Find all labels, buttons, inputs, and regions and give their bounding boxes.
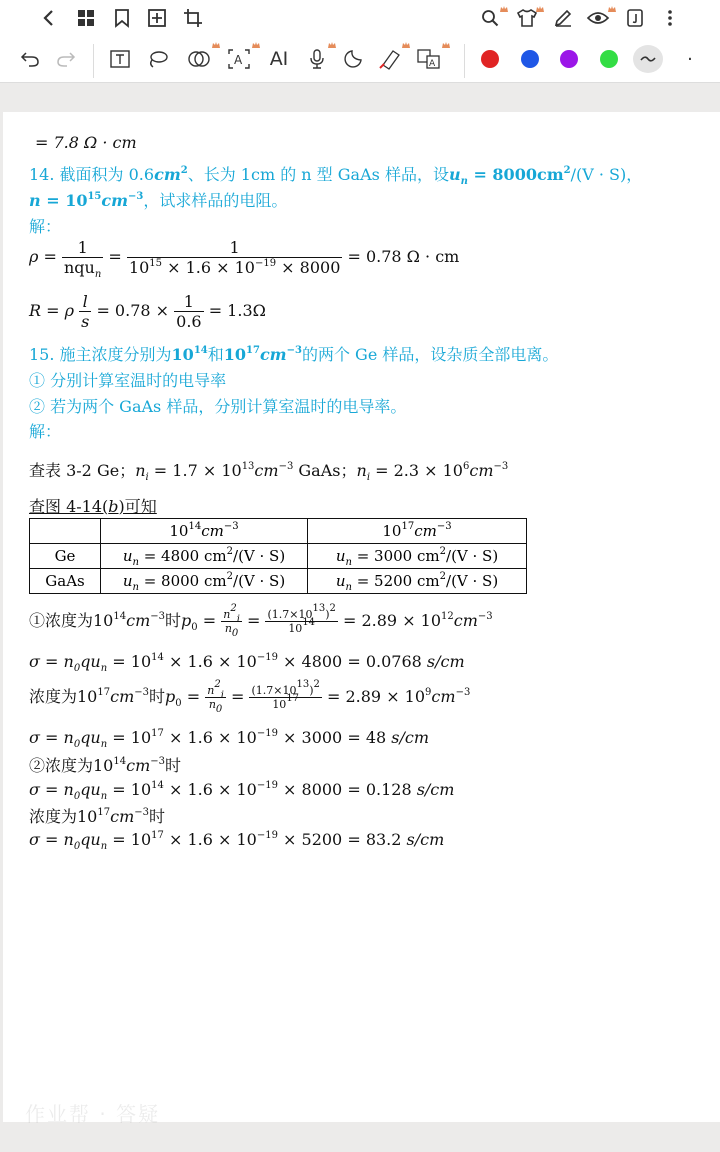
- add-page-icon[interactable]: [147, 8, 167, 28]
- crown-icon: [252, 42, 260, 48]
- ocr-text-icon[interactable]: [227, 48, 251, 70]
- concentration-heading-3: ②浓度为$10^{14}cm^{-3}$时: [29, 756, 182, 775]
- rho-equation: ρ = $\frac{1}{nqu_n}$ = $\frac{1}{10^{15} \times 1.6 \times 10^{-19} \times 8000}$ = 0.78 Ω · cm: [29, 238, 460, 280]
- crown-icon: [500, 6, 508, 12]
- bookmark-icon[interactable]: [112, 8, 132, 28]
- table-cell: Ge: [30, 544, 101, 569]
- lasso-icon[interactable]: [146, 48, 170, 70]
- question-15-item2: ② 若为两个 GaAs 样品，分别计算室温时的电导率。: [29, 397, 407, 416]
- partial-top-line: = 7.8 Ω · cm: [35, 133, 137, 152]
- resistance-equation: R = ρ $\frac{l}{s}$ = 0.78 × $\frac{1}{0.6}$ = 1.3Ω: [29, 292, 266, 331]
- color-swatch-red[interactable]: [481, 50, 499, 68]
- svg-text:A: A: [234, 53, 243, 67]
- undo-icon[interactable]: [18, 48, 42, 70]
- figure-reference-line: 查图 4-14(b)可知: [29, 497, 157, 516]
- toolbar-divider: [464, 44, 465, 78]
- top-bar: [0, 0, 720, 36]
- eye-icon[interactable]: [587, 8, 609, 28]
- back-chevron-icon[interactable]: [38, 8, 58, 28]
- table-cell: $u_n = 5200$ $cm^2/(V \cdot S)$: [308, 569, 527, 594]
- crown-icon: [608, 6, 616, 12]
- shape-icon[interactable]: [186, 48, 212, 70]
- conductivity-line-4: $\sigma = n_0qu_n = 10^{17} \times 1.6 \times 10^{-19} \times 5200 = 83.2$ s/cm: [29, 830, 445, 852]
- table-cell: $u_n = 4800$ $cm^2/(V \cdot S)$: [101, 544, 308, 569]
- crown-icon: [536, 6, 544, 12]
- conductivity-line-1: $\sigma = n_0qu_n = 10^{14} \times 1.6 \times 10^{-19} \times 4800 = 0.0768$ s/cm: [29, 652, 465, 674]
- search-icon[interactable]: [480, 8, 500, 28]
- color-swatch-green[interactable]: [600, 50, 618, 68]
- question-15-solve-label: 解：: [29, 422, 62, 441]
- crown-icon: [402, 42, 410, 48]
- crown-icon: [212, 42, 220, 48]
- toolbar-divider: [93, 44, 94, 78]
- table-header-cell: [30, 519, 101, 544]
- table-row: [30, 544, 527, 569]
- table-cell: $u_n = 3000$ $cm^2/(V \cdot S)$: [308, 544, 527, 569]
- conductivity-line-2: $\sigma = n_0qu_n = 10^{17} \times 1.6 \times 10^{-19} \times 3000 = 48$ s/cm: [29, 728, 429, 750]
- table-row: [30, 569, 527, 594]
- ai-icon[interactable]: AI: [269, 48, 289, 70]
- export-icon[interactable]: [625, 8, 645, 28]
- hole-concentration-line-1: ①浓度为$10^{14}cm^{-3}$时$p_0$ = $\frac{n^2_i}{n_0}$ = $\frac{(1.7\times 10^{13})^2}{10^{14}}$ = $2.89 \times 10^{12}cm^{-3}$: [29, 603, 493, 639]
- conductivity-line-3: $\sigma = n_0qu_n = 10^{14} \times 1.6 \times 10^{-19} \times 8000 = 0.128$ s/cm: [29, 780, 455, 802]
- grid-icon[interactable]: [76, 8, 96, 28]
- crop-icon[interactable]: [183, 8, 203, 28]
- question-14-line1: 14. 截面积为 $0.6cm^2$、长为 1cm 的 n 型 GaAs 样品，设$u_n = 8000cm^2/(V \cdot S)$，: [29, 165, 643, 187]
- more-tools-icon[interactable]: ·: [687, 48, 693, 70]
- question-15-line1: 15. 施主浓度分别为$10^{14}$和$10^{17}cm^{-3}$的两个 Ge 样品，设杂质全部电离。: [29, 345, 559, 364]
- stroke-style-icon[interactable]: [633, 45, 663, 73]
- pen-icon[interactable]: [553, 8, 573, 28]
- question-15-item1: ① 分别计算室温时的电导率: [29, 371, 227, 390]
- concentration-heading-4: 浓度为$10^{17}cm^{-3}$时: [29, 807, 166, 826]
- watermark: 作业帮 · 答疑: [25, 1102, 161, 1126]
- color-swatch-purple[interactable]: [560, 50, 578, 68]
- table-header-cell: $10^{17}cm^{-3}$: [308, 519, 527, 544]
- table-cell: $u_n = 8000$ $cm^2/(V \cdot S)$: [101, 569, 308, 594]
- hole-concentration-line-2: 浓度为$10^{17}cm^{-3}$时$p_0$ = $\frac{n^2_i}{n_0}$ = $\frac{(1.7\times 10^{13})^2}{10^{17}}$ = $2.89 \times 10^9cm^{-3}$: [29, 679, 471, 715]
- more-vertical-icon[interactable]: [660, 8, 680, 28]
- sticker-icon[interactable]: [341, 48, 365, 70]
- table-cell: GaAs: [30, 569, 101, 594]
- question-14-line2: $n = 10^{15}cm^{-3}$，试求样品的电阻。: [29, 191, 288, 210]
- table-header-cell: $10^{14}cm^{-3}$: [101, 519, 308, 544]
- microphone-icon[interactable]: [305, 48, 329, 70]
- highlighter-icon[interactable]: [377, 48, 403, 70]
- shirt-icon[interactable]: [517, 8, 537, 28]
- svg-text:A: A: [429, 59, 436, 69]
- question-14-solve-label: 解：: [29, 217, 62, 236]
- text-box-icon[interactable]: [108, 48, 132, 70]
- lookup-table-line: 查表 3-2 Ge；$n_i = 1.7 \times 10^{13}cm^{-3}$ GaAs；$n_i = 2.3 \times 10^6cm^{-3}$: [29, 461, 509, 483]
- crown-icon: [442, 42, 450, 48]
- crown-icon: [328, 42, 336, 48]
- color-swatch-blue[interactable]: [521, 50, 539, 68]
- table-header-row: [30, 519, 527, 544]
- redo-icon[interactable]: [54, 48, 78, 70]
- translate-icon[interactable]: [416, 48, 442, 70]
- mobility-table: [29, 518, 527, 594]
